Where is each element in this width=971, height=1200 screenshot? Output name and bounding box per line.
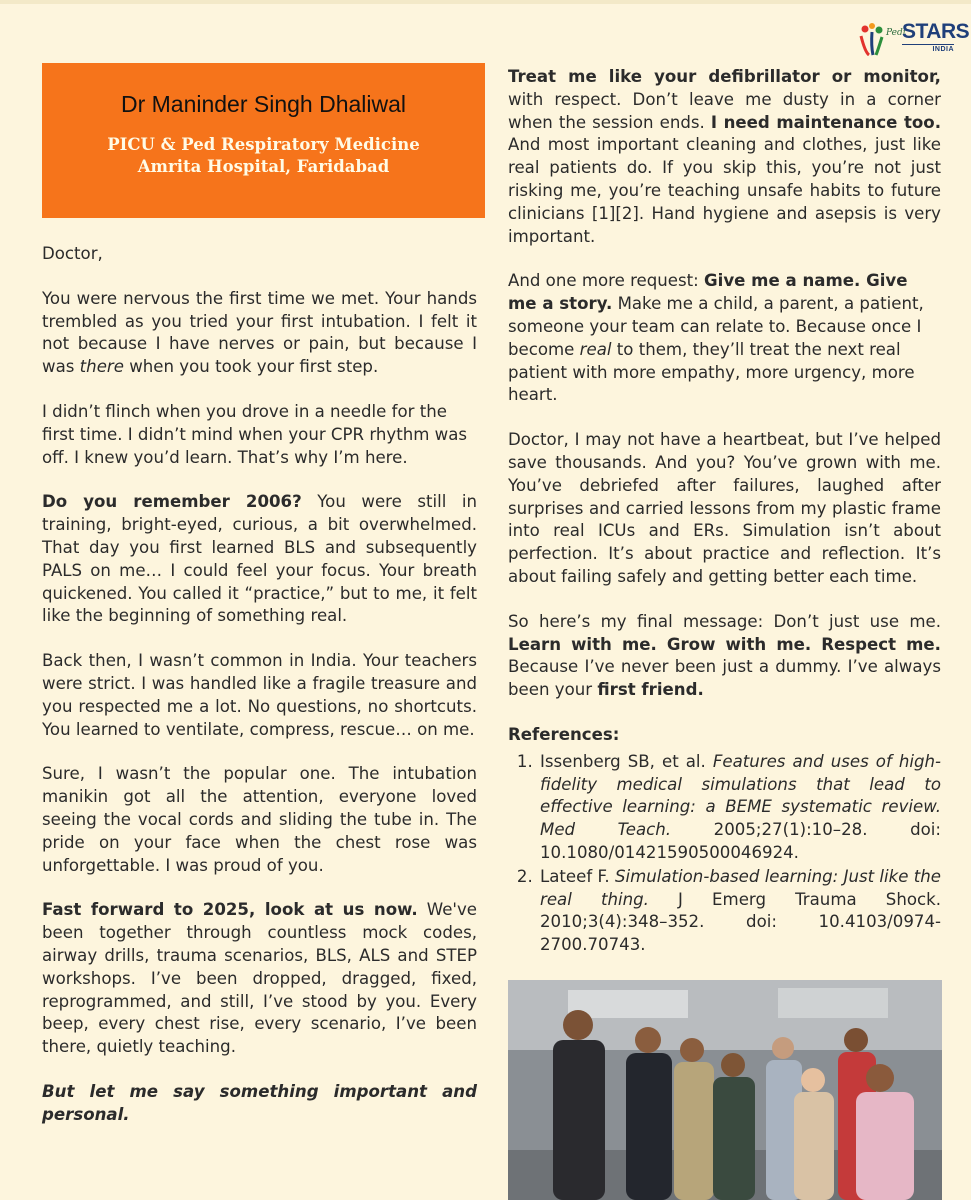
greeting: Doctor, <box>42 244 103 263</box>
paragraph-flinch: I didn’t flinch when you drove in a needle for the first time. I didn’t mind when your CPR rhythm was off. I knew you’d learn. That’s why I’m here. <box>42 401 468 467</box>
left-column <box>42 243 477 1149</box>
top-border <box>0 0 971 4</box>
paragraph-important: But let me say something important and personal. <box>42 1081 477 1124</box>
paragraph-2025: Fast forward to 2025, look at us now. We've been together through countless mock codes, airway drills, trauma scenarios, BLS, ALS and STEP workshops. I’ve been dropped, dragged, fixed, reprogrammed, and still, I’ve stood by you. Every beep, every chest rise, every scenario, I’ve been there, quietly teaching. <box>42 900 477 1057</box>
paragraph-name-story: And one more request: Give me a name. Give me a story. Make me a child, a parent, a patient, someone your team can relate to. Because once I become real to them, they’ll treat the next real patient with more empathy, more urgency, more heart. <box>508 271 924 405</box>
paragraph-2006: Do you remember 2006? You were still in training, bright-eyed, curious, a bit overwhelmed. That day you first learned BLS and subsequently PALS on me… I could feel your focus. Your breath quickened. You called it “practice,” but to me, it felt like the beginning of something real. <box>42 492 478 626</box>
logo-india-text: INDIA <box>902 44 954 53</box>
pedistars-logo <box>858 20 970 60</box>
author-name: Dr Maninder Singh Dhaliwal <box>120 91 407 117</box>
reference-item: 2. Lateef F. Simulation-based learning: Just like the real thing. J Emerg Trauma Shock. 2010;3(4):348–352. doi: 10.4103/0974-2700.70743. <box>538 866 941 957</box>
author-hospital: Amrita Hospital, Faridabad <box>137 157 390 176</box>
logo-stars-text: STARS <box>902 20 970 43</box>
paragraph-back-then: Back then, I wasn’t common in India. Your teachers were strict. I was handled like a fragile treasure and you respected me a lot. No questions, no shortcuts. You learned to ventilate, compress, rescue… on me. <box>42 651 477 739</box>
author-header <box>42 63 485 218</box>
paragraph-nervous: You were nervous the first time we met. Your hands trembled as you tried your first intubation. I felt it not because I have nerves or pain, but because I was there when you took your first step. <box>42 288 477 377</box>
paragraph-heartbeat: Doctor, I may not have a heartbeat, but I’ve helped save thousands. And you? You’ve grown with me. You’ve debriefed after failures, laughed after surprises and carried lessons from my plastic frame into real ICUs and ERs. Simulation isn’t about perfection. It’s about practice and reflection. It’s about failing safely and getting better each time. <box>508 430 941 586</box>
author-affiliation <box>42 134 485 178</box>
reference-item: 1. Issenberg SB, et al. Features and uses of high-fidelity medical simulations that lead to effective learning: a BEME systematic review. Med Teach. 2005;27(1):10–28. doi: 10.1080/01421590500046924. <box>538 751 941 865</box>
author-department: PICU & Ped Respiratory Medicine <box>107 135 420 154</box>
references-list <box>508 751 941 957</box>
right-column <box>508 66 941 958</box>
logo-figures-icon <box>858 22 886 56</box>
references-title: References: <box>508 724 620 744</box>
paragraph-popular: Sure, I wasn’t the popular one. The intubation manikin got all the attention, everyone loved seeing the vocal cords and sliding the tube in. The pride on your face when the chest rose was unforgettable. I was proud of you. <box>42 764 477 875</box>
paragraph-final-message: So here’s my final message: Don’t just use me. Learn with me. Grow with me. Respect me. Because I’ve never been just a dummy. I’ve always been your first friend. <box>508 611 941 700</box>
logo-pedi-text: Pedi <box>886 28 906 38</box>
group-photo <box>508 980 942 1200</box>
group-photo-image <box>508 980 942 1200</box>
paragraph-treat-me: Treat me like your defibrillator or monitor, with respect. Don’t leave me dusty in a corner when the session ends. I need maintenance too. And most important cleaning and clothes, just like real patients do. If you skip this, you’re not just risking me, you’re teaching unsafe habits to future clinicians [1][2]. Hand hygiene and asepsis is very important. <box>508 67 941 246</box>
